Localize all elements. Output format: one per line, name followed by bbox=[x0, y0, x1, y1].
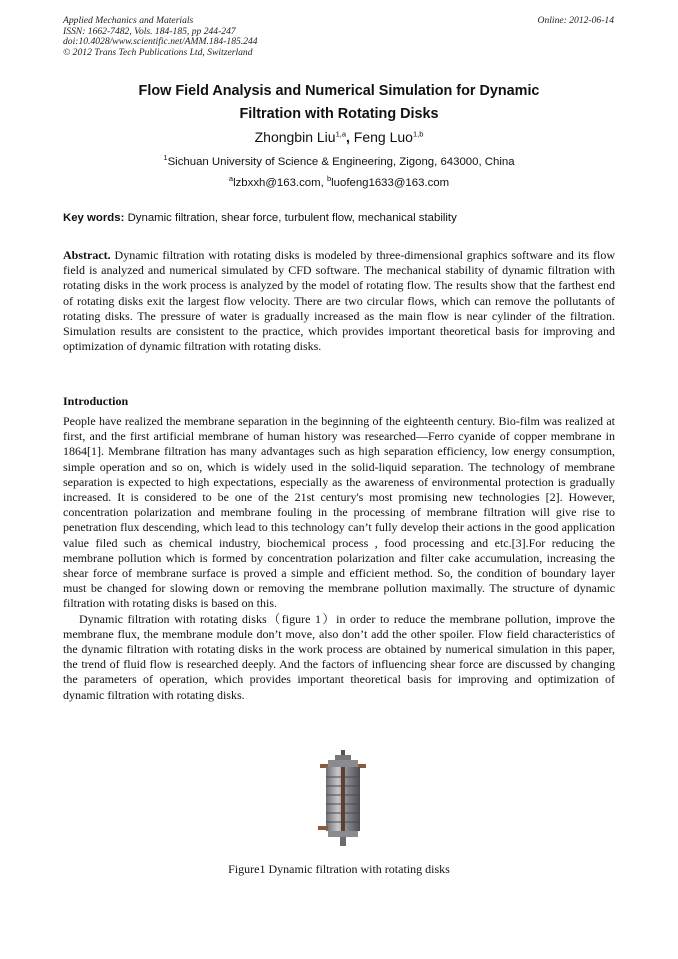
journal-name: Applied Mechanics and Materials bbox=[63, 15, 194, 26]
author-affiliation-mark: 1,a bbox=[335, 129, 346, 139]
email-text: luofeng1633@163.com bbox=[331, 177, 450, 189]
author-affiliation-mark: 1,b bbox=[412, 129, 424, 139]
motor-cap bbox=[335, 755, 351, 760]
top-flange bbox=[328, 760, 358, 767]
email-mark: b bbox=[326, 174, 332, 184]
title-line-1: Flow Field Analysis and Numerical Simulation for Dynamic bbox=[138, 83, 540, 99]
paper-title bbox=[63, 80, 615, 126]
email-text: lzbxxh@163.com, bbox=[233, 177, 327, 189]
figure-caption: Figure1 Dynamic filtration with rotating disks bbox=[228, 862, 450, 876]
doi-line: doi:10.4028/www.scientific.net/AMM.184-185.244 bbox=[63, 36, 258, 47]
issn-line: ISSN: 1662-7482, Vols. 184-185, pp 244-247 bbox=[63, 25, 236, 37]
section-heading: Introduction bbox=[63, 394, 129, 408]
paragraph: People have realized the membrane separation in the beginning of the eighteenth century. Bio-film was realized at first, and the first artificial membrane of human history was researched—Ferro cyanide of copper membrane in 1864[1]. Membrane filtration has many advantages such as high separation efficiency, low energy consumption, simple operation and so on, which is widely used in the solid-liquid separation. The technology of membrane separation is expected to high expectations, especially as the awareness of environmental protection is gradually increased. It is considered to be one of the 21st century's most promising new technologies [2]. However, concentration polarization and membrane fouling in the processing of membrane filtration will give rise to penetration flux descending, which lead to this technology can’t fully develop their actions in the good application value filed such as chemical industry, biochemical process , food processing and etc.[3].For reducing the membrane pollution which is formed by concentration polarization and filter cake accumulation, increasing the shear force of membrane surface is proved a simple and efficient method. So, the condition of boundary layer must be changed for slowing down or removing the membrane pollution maximally. The structure of dynamic filtration with rotating disks is based on this. bbox=[63, 414, 615, 611]
side-port bbox=[318, 826, 328, 830]
author-name: Zhongbin Liu bbox=[254, 129, 336, 145]
email-mark: a bbox=[228, 174, 234, 184]
abstract-text: Dynamic filtration with rotating disks is modeled by three-dimensional graphics software and its flow field is analyzed and numerical simulated by CFD software. The mechanical stability of dynamic filtration with rotating disks in the work process is analyzed by the model of rotating flow. The results show that the farthest end of rotating disks exit the largest flow velocity. There are two circular flows, which can remove the pollutants of rotating disks. The pressure of water is gradually increased as the main flow is near cylinder of the filtration. Simulation results are consistent to the practice, which provides important theoretical basis for improving and optimization of dynamic filtration with rotating disks. bbox=[63, 248, 615, 354]
bottom-flange bbox=[328, 831, 358, 837]
affiliation bbox=[63, 154, 615, 170]
author-emails bbox=[63, 175, 615, 191]
drain-outlet bbox=[340, 837, 346, 846]
copyright-line: © 2012 Trans Tech Publications Ltd, Switzerland bbox=[63, 46, 253, 58]
affiliation-text: Sichuan University of Science & Engineering, Zigong, 643000, China bbox=[167, 156, 515, 168]
affiliation-mark: 1 bbox=[163, 153, 168, 163]
abstract-label: Abstract. bbox=[63, 248, 111, 262]
title-line-2: Filtration with Rotating Disks bbox=[239, 106, 439, 122]
introduction-body bbox=[63, 414, 615, 703]
author-separator: , bbox=[346, 129, 354, 145]
author-name: Feng Luo bbox=[353, 129, 413, 145]
keywords bbox=[63, 211, 615, 226]
journal-header bbox=[63, 16, 393, 58]
keywords-text: Dynamic filtration, shear force, turbulent flow, mechanical stability bbox=[124, 212, 457, 224]
central-shaft bbox=[341, 767, 345, 831]
keywords-label: Key words: bbox=[63, 212, 125, 224]
online-date: Online: 2012-06-14 bbox=[537, 15, 614, 26]
figure-rotating-disk-filter bbox=[316, 750, 370, 848]
abstract bbox=[63, 248, 615, 354]
author-list bbox=[63, 127, 615, 147]
paragraph: Dynamic filtration with rotating disks（figure 1）in order to reduce the membrane pollution, improve the membrane flux, the membrane module don’t move, also don’t add the other spoiler. Flow field characteristics of the dynamic filtration with rotating disks in the work process are obtained by numerical simulation in this paper, the trend of fluid flow is researched deeply. And the factors of influencing shear force are discussed by changing the parameters of operation, which provides important theoretical basis for improving and optimization of dynamic filtration with rotating disks. bbox=[63, 611, 615, 702]
